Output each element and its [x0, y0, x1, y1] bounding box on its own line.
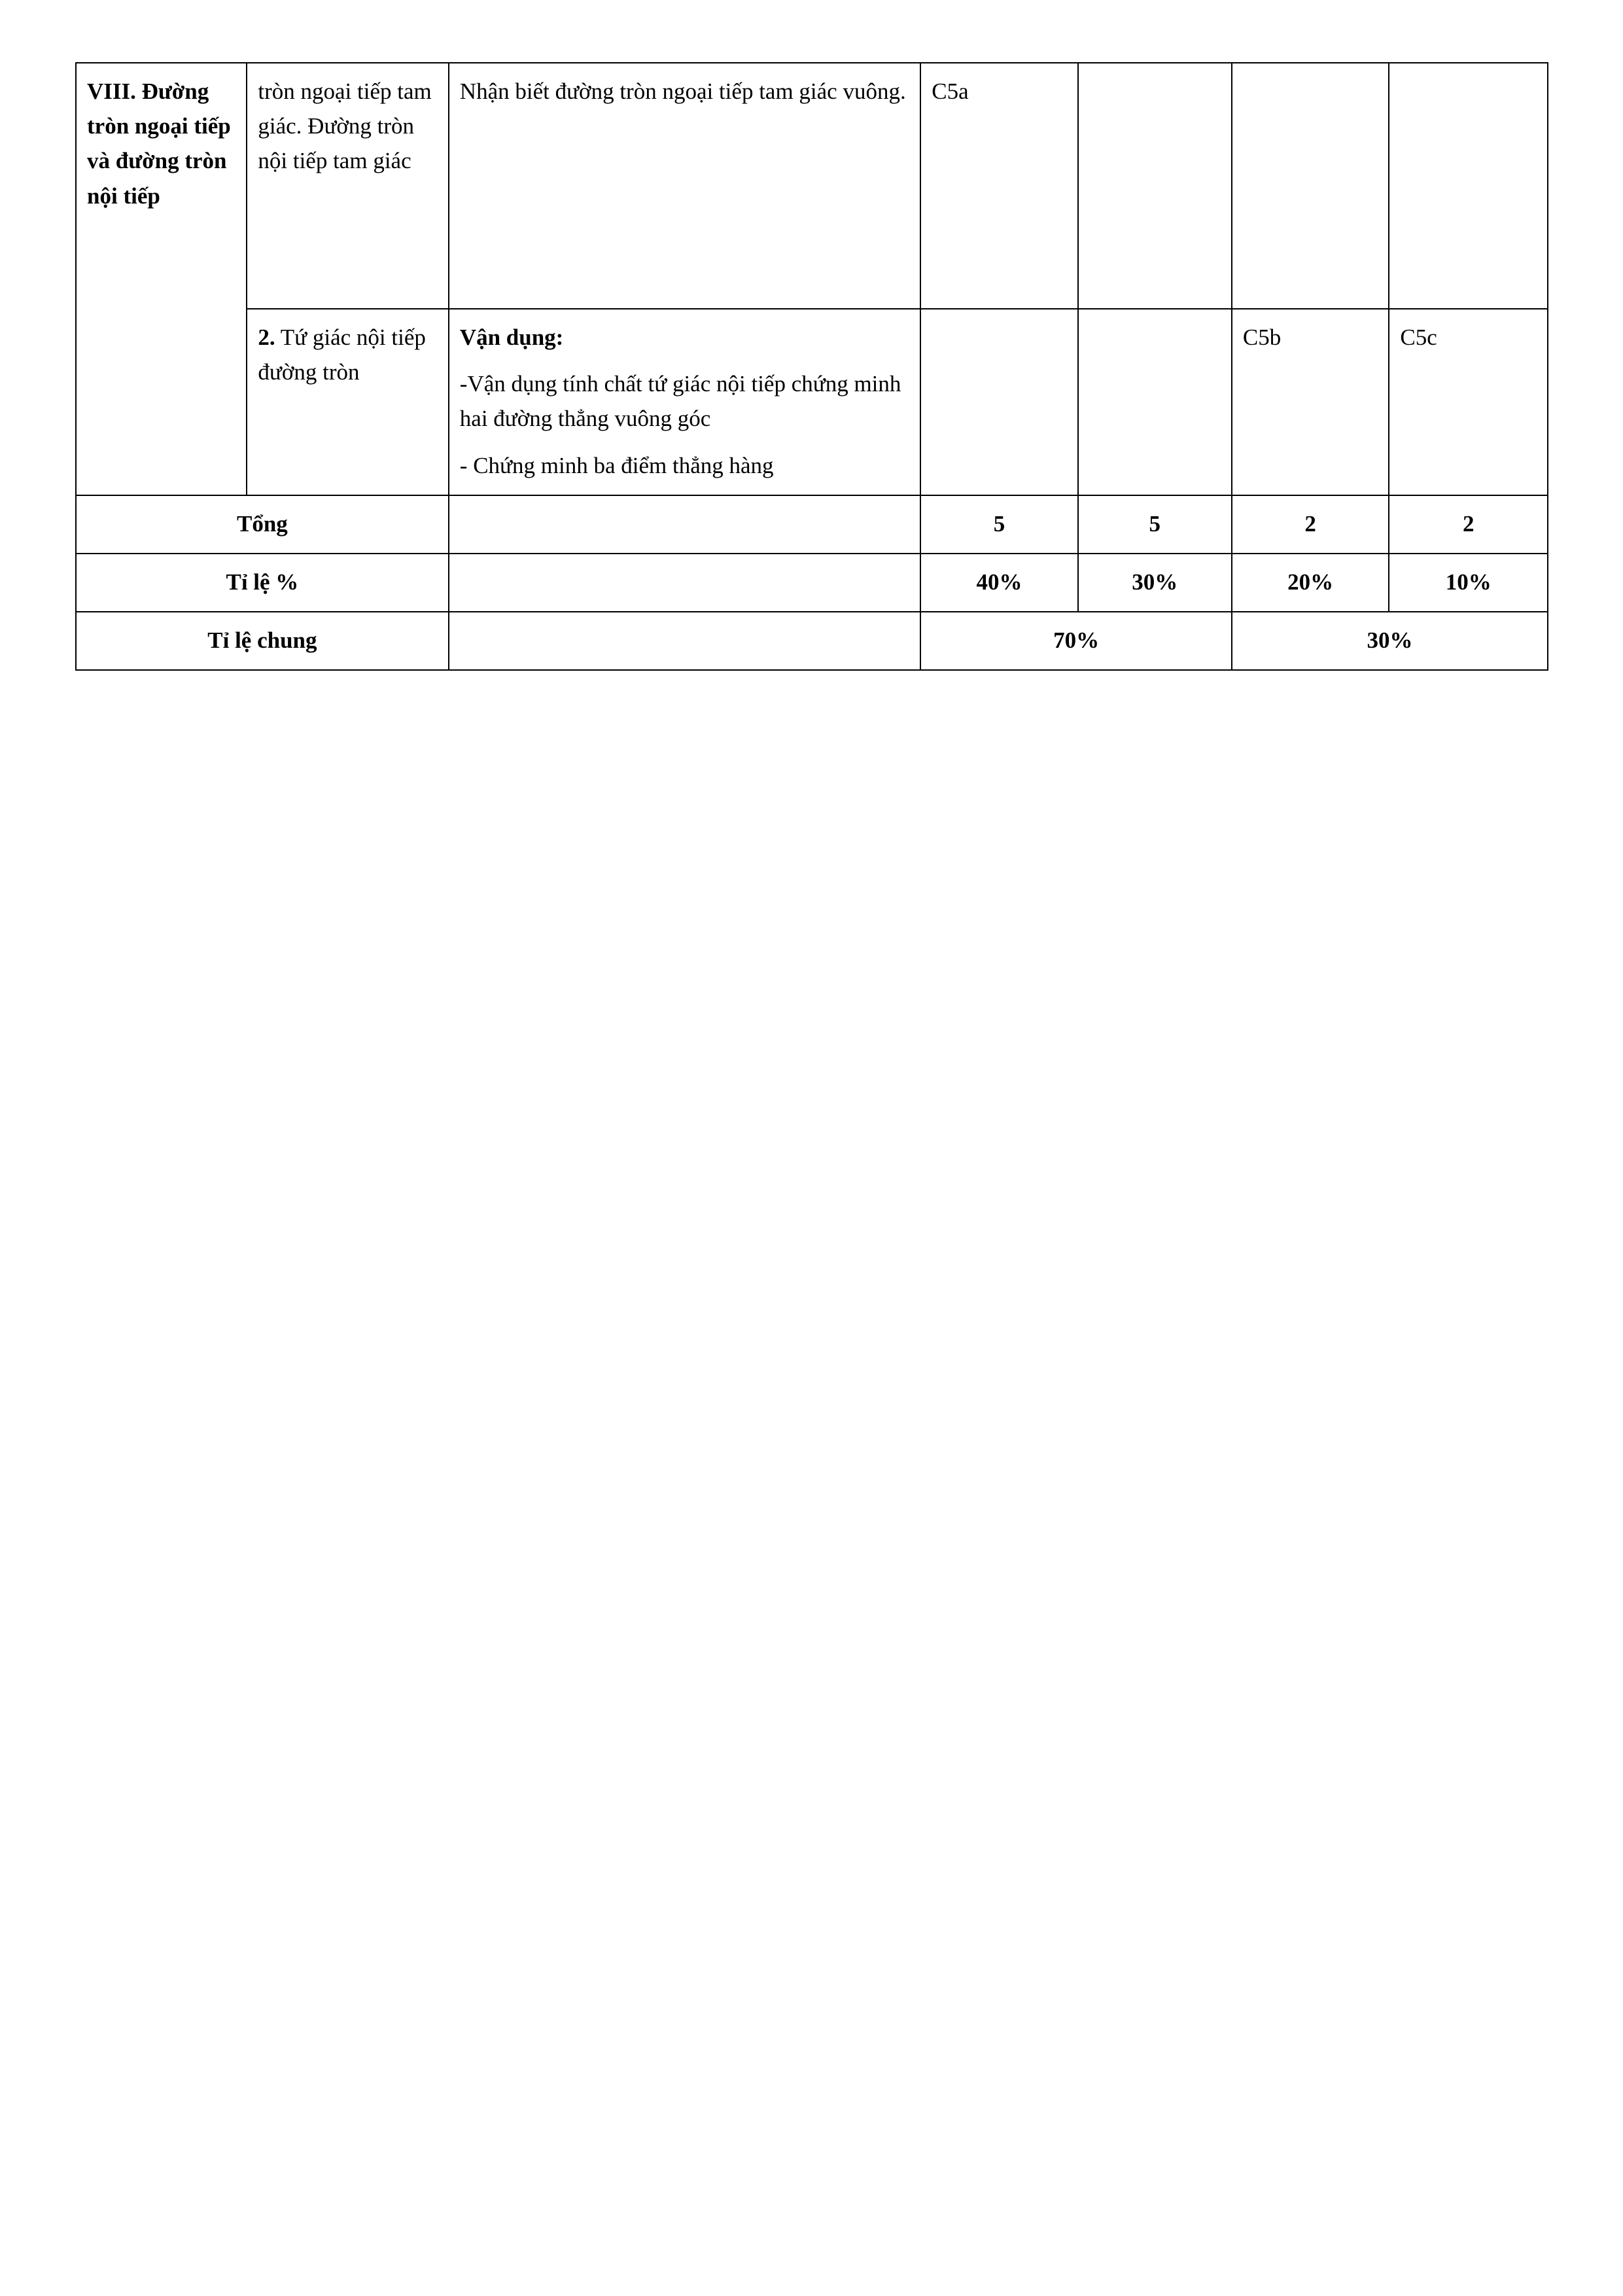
cell-van-dung: C5b — [1232, 309, 1389, 495]
cell-van-dung-cao: C5c — [1389, 309, 1548, 495]
row-requirement-cell — [449, 63, 920, 309]
percent-value-van-dung: 20% — [1232, 554, 1389, 612]
matrix-table-container — [75, 62, 1548, 671]
requirement-line: - Chứng minh ba điểm thẳng hàng — [459, 452, 774, 478]
percent-value-nhan-biet: 40% — [920, 554, 1077, 612]
overall-value-left: 70% — [920, 612, 1232, 670]
summary-blank — [449, 495, 920, 554]
overall-blank — [449, 612, 920, 670]
row-unit-cell: tròn ngoại tiếp tam giác. Đường tròn nội tiếp tam giác — [247, 63, 448, 309]
summary-value-nhan-biet: 5 — [920, 495, 1077, 554]
row-unit-cell — [247, 309, 448, 495]
summary-value-van-dung: 2 — [1232, 495, 1389, 554]
unit-label: Tứ giác nội tiếp đường tròn — [258, 325, 426, 385]
summary-label: Tỉ lệ % — [76, 554, 449, 612]
row-topic-cell: VIII. Đường tròn ngoại tiếp và đường tròn nội tiếp — [76, 63, 247, 495]
percent-value-van-dung-cao: 10% — [1389, 554, 1548, 612]
cell-van-dung — [1232, 63, 1389, 309]
summary-value-thong-hieu: 5 — [1078, 495, 1232, 554]
summary-row-percent — [76, 554, 1548, 612]
requirement-heading: Vận dụng: — [459, 325, 564, 350]
overall-value-right: 30% — [1232, 612, 1548, 670]
cell-nhan-biet: C5a — [920, 63, 1077, 309]
unit-number: 2. — [258, 325, 275, 350]
requirement-line: Nhận biết đường tròn ngoại tiếp tam giác vuông. — [459, 79, 906, 104]
summary-row-overall — [76, 612, 1548, 670]
overall-label: Tỉ lệ chung — [76, 612, 449, 670]
matrix-table — [75, 62, 1548, 671]
cell-thong-hieu — [1078, 309, 1232, 495]
cell-nhan-biet — [920, 309, 1077, 495]
cell-thong-hieu — [1078, 63, 1232, 309]
summary-row-total — [76, 495, 1548, 554]
table-row — [76, 63, 1548, 309]
summary-value-van-dung-cao: 2 — [1389, 495, 1548, 554]
requirement-line: -Vận dụng tính chất tứ giác nội tiếp chứng minh hai đường thẳng vuông góc — [459, 371, 901, 432]
cell-van-dung-cao — [1389, 63, 1548, 309]
percent-value-thong-hieu: 30% — [1078, 554, 1232, 612]
table-row — [76, 309, 1548, 495]
summary-label: Tổng — [76, 495, 449, 554]
summary-blank — [449, 554, 920, 612]
row-requirement-cell — [449, 309, 920, 495]
